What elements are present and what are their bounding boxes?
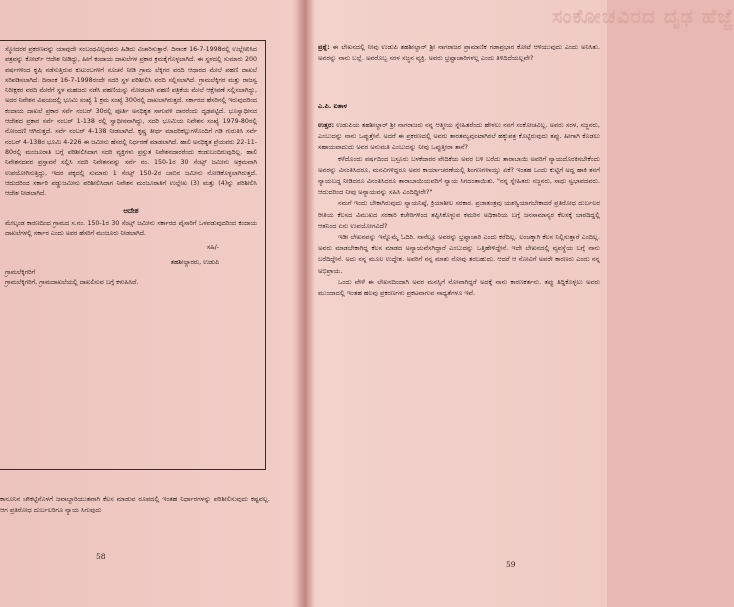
- answer-paragraph: ನಮಗೆ ಇಂದು ಬೇಕಾಗಿರುವುದು ನ್ಯಾಯನಿಷ್ಠೆ, ಕ್ರಿಯಾಶೀಲ ಸರಕಾರ. ಪ್ರಜಾತಂತ್ರವು ಯಶಸ್ವಿಯಾಗಬೇಕಾದರೆ ಪ್ರತಿರೋಧ ದುರ್ಬಲರ ರೀತಿಯ ಕೆಲಸದ ವಿಮುಖದ ಸರಕಾರಿ ಕಚೇರಿಗಳಿಂದ ತಪ್ಪಿಸಿಕೊಳ್ಳುವ ಕಮರಿನ ಅಧಿಕಾರಿಯ ಬಗ್ಗೆ ಜನಸಾಮಾನ್ಯರ ಕೆಲಸಕ್ಕೆ ಬಾರದಿದ್ದಲ್ಲಿ ಆತನಿಂದ ಏನು ಉಪಯೋಗವಿದೆ?: [318, 199, 600, 230]
- page-number-right: 59: [506, 560, 516, 569]
- question-text: ಈ ಲೇಖನದಲ್ಲಿ ನೀವು ಉಡುಪಿ ತಹಶೀಲ್ದಾರ್ ಶ್ರೀ ನಾಗರಾಜರ ಪ್ರಾಮಾಣಿಕ ಗಡಾಪ್ರಭಾರ ಕೋಟೆ ಆಳಿಯುವುದು ಎಂದು ಅನಿಸಿತು. ಅವರನ್ನು ನಾನು ಬಲ್ಲೆ. ಅವರೊಬ್ಬ ಸರಳ ಸಜ್ಜನ ವ್ಯಕ್ತಿ. ಅವರು ಭ್ರಷ್ಟಾಚಾರಿಗಳಲ್ಲ ಎಂದು ತಿಳಿದಿದೆಯಲ್ಲವೇ?: [318, 43, 600, 63]
- left-page: [0, 0, 300, 607]
- signature-mark: ಸಹಿ/-: [206, 244, 219, 252]
- answer-paragraph: ಕಳೆದೊಂದು ವರ್ಷದಿಂದ ಬಸ್ರೂರು ಬಳಕೆದಾರರ ವೇದಿಕೆಯ ಅವರ ಬಳಿ ಬರೆದು ತಾರಾಬಾಯಿ ಅವರಿಗೆ ನ್ಯಾಯದೊರಕಿಸಬೇಕೆಂದು ಅವರನ್ನು ವಿನಂತಿಸಿದರೂ, ಮನವಿಗಳಿದ್ದರೂ ಅವರ ಕಾರ್ಯಾಚರಣೆಯಲ್ಲಿ ಶಿಂಗಣಗಳಾಯ್ತು ಏಕೆ? ಇಂತಹ ಒಂದು ಕುಟ್ಟಿಗೆ ಅದ್ದ ಹಾಕಿ ತನಗೆ ನ್ಯಾಯಬದ್ಧ ನೀಡಿದರೂ ವಿನಂತಿಸಿದರೂ ತಾರಾಬಾಯಿಯವರಿಗೆ ನ್ಯಾಯ ಸಿಗದಂತಾಯಿತು. "ನನ್ನ ಸ್ನೇಹಿತರು ಸಜ್ಜನರು, ಸಾಧು ಸ್ವಭಾವದವರು. ಆದುದರಿಂದ ನೀವು ಅನ್ಯಾಯವನ್ನು ಸಹಿಸಿ ಎಂದಿದ್ದೀರೇ?": [318, 154, 600, 197]
- order-text: ಮೇಲ್ಕಂಡ ಕಾರಣದಿಂದ ಗ್ರಾಮದ ಸ.ನಂ. 150-1ರ 30 ಸೆಂಟ್ಸ್ ಜಮೀನು ಸರ್ಕಾರದ ಪೈಸಾರಿಗೆ ಒಳಪಡುವುದರಿಂದ ಕಂದಾಯ ದಾಖಲೆಗಳಲ್ಲಿ ಸರ್ಕಾರ ಎಂದು ಅವರ ಹೆಸರಿಗೆ ಮಂಜೂರು ನೀಡಲಾಗಿದೆ.: [5, 219, 257, 238]
- answer-block: [318, 120, 600, 299]
- left-body-text: ಕಾನೂನಿನ ಚೌಕಟ್ಟಿನೊಳಗೆ ಜವಾಬ್ದಾರಿಯುತವಾಗಿ ಕೆಲಸ ಮಾಡುವ ರೂಪದಲ್ಲಿ ಇಂತಹ ನಿರ್ಧಾರಗಳನ್ನು ಪರಿಶೀಲಿಸುವುದು ಕಷ್ಟವಲ್ಲ. ಆಗ ಪ್ರತಿರೋಧ ದುರ್ಬಲರಿಗೂ ನ್ಯಾಯ ಸಿಗುವುದು: [0, 495, 270, 514]
- right-page: [312, 0, 734, 607]
- speaker-name: ಎ.ಪಿ. ಐತಾಳ: [318, 102, 348, 110]
- left-page-body: [0, 494, 270, 516]
- question-block: [318, 42, 600, 64]
- answer-label: ಉತ್ತರ:: [318, 121, 335, 129]
- answer-paragraph: [318, 120, 600, 154]
- boxed-body-text: ಸ್ಮೋದರರ ಪ್ರಕರಣವನ್ನು ಯಾವುದೇ ಸಂಬಂಧವಿಲ್ಲದವರು ಹಿಡಿದು ವಿಚಾರಿಸುತ್ತಾರೆ. ದಿನಾಂಕ 16-7-1998ರಲ್ಲಿ ಉಲ್ಲೇಖಿಸಿದ ಪತ್ರವನ್ನು ಕೋರ್ಟ್ ಆದೇಶ ನೀಡಿದ್ದು, ಹೀಗೆ ಕಂದಾಯ ದಾಖಲೆಗಳ ಪ್ರಕಾರ ಕ್ರಮಕೈಗೊಳ್ಳಲಾಗಿದೆ. ಈ ಸ್ಥಳದಲ್ಲಿ ಸುಮಾರು 200 ವರ್ಷಗಳಿಂದ ಕೃಷಿ ನಡೆಸುತ್ತಿರುವ ಕುಟುಂಬಗಳಿಗೆ ಸೂಚನೆ ನೀಡಿ ಗ್ರಾಮ ಲೆಕ್ಕಿಗರ ವರದಿ ಆಧಾರದ ಮೇಲೆ ಪಹಣಿ ದಾಖಲೆ ಸರಿಪಡಿಸಲಾಗಿದೆ. ದಿನಾಂಕ 16-7-1998ರಂದೇ ಸದರಿ ಸ್ಥಳ ಪರಿಶೀಲಿಸಿ ವರದಿ ಸಲ್ಲಿಸಲಾಗಿದೆ. ಗ್ರಾಮಲೆಕ್ಕಿಗರ ಮತ್ತು ರಾಜಸ್ವ ನಿರೀಕ್ಷಕರ ವರದಿ ಮೇರೆಗೆ ಸ್ಥಳ ಮಹಜರು ನಡೆಸಿ ಪಹಣಿಯನ್ನು ನೋಡಲಾಗಿ ಪಹಣಿ ಪತ್ರಿಕೆಯ ಮೇಲೆ ಆಕ್ಷೇಪಣೆ ಸಲ್ಲಿಸಲಾಗಿದ್ದು, ಅದರ ನಿವೇಶನ ವಿಷಯದಲ್ಲಿ ಭೂಮಿ ಸಂಖ್ಯೆ 1 ಕ್ರಮ ಸಂಖ್ಯೆ 300ರಲ್ಲಿ ದಾಖಲಾಗಿರುತ್ತದೆ. ಸರ್ಕಾರದ ಹೆಸರಿನಲ್ಲಿ ಇರುವುದರಿಂದ ಕಂದಾಯ ದಾಖಲೆ ಪ್ರಕಾರ ಸರ್ವೆ ನಂಬರ್ 30ರಲ್ಲಿ ಪೂರ್ತಿ ಅನಧಿಕೃತ ಸಾಗುವಳಿ ದಾರರೆಂದು ದೃಢಪಟ್ಟಿದೆ. ಭೂಸ್ವಾಧೀನದ ಆದೇಶದ ಪ್ರಕಾರ ಸರ್ವೆ ನಂಬರ್ 1-138 ರಲ್ಲಿ ಸ್ವಾಧೀನವಾಗಿದ್ದು, ಸದರಿ ಭೂಮಿಯ ನಿವೇಶನ ಸಂಖ್ಯೆ 1979-80ರಲ್ಲಿ ನೋಂದಣಿ ಆಗಿರುತ್ತದೆ. ಸರ್ವೆ ನಂಬರ್ 4-138 ನೀಡಲಾಗಿದೆ. ಕೃಷ್ಣ ತೀರ್ಥ ಮಾದರಿಕಲ್ಲುಗಳೊಂದಿಗೆ ಗಡಿ ಗುರುತಿಸಿ ಸರ್ವೆ ನಂಬರ್ 4-138ರ ಭೂಮಿ 4-226 ಈ ಜಮೀನು ಹೆಸರಲ್ಲಿ ನಿರ್ಧರಣೆ ಮಾಡಲಾಗಿದೆ. ಹಾಲಿ ಅನಧಿಕೃತ ಪ್ರೆಯವರು 22-11-80ರಲ್ಲಿ ಮಂಜೂರಾತಿ ಬಗ್ಗೆ ಪರಿಶೀಲಿಸಿದಾಗ ಸದರಿ ವ್ಯಕ್ತಿಗಳು ಪ್ರಸ್ತುತ ನಿವೇಶನದಾರರೆಂದು ಕಂಡುಬಂದಿರುವುದಿಲ್ಲ. ಹಾಲಿ ನಿವೇಶನದವರ ಪ್ರಸ್ತಾವನೆ ಸಲ್ಲಿಸಿ ಸದರಿ ನಿವೇಶನವನ್ನು ಸರ್ವೆ ನಂ. 150-1ರ 30 ಸೆಂಟ್ಸ್ ಜಮೀನು ಅಕ್ರಮವಾಗಿ ಉಪಯೋಗಿಸುತ್ತಿದ್ದು, ಇದರ ಪಕ್ಕದಲ್ಲಿ ಸುಮಾರು 1 ಸೆಂಟ್ಸ್ 150-2ರ ಬಾಬಿನ ಜಮೀನು ನೋಡಿಕೊಳ್ಳಲಾಗಿರುತ್ತದೆ. ಆದುದರಿಂದ ಸರ್ಕಾರಿ ಪಡ್ಡುಜಮೀನು ಪರಿಶೀಲಿಸಿದಾಗ ನಿವೇಶನ ಮಂಜೂರಾತಿಗೆ ಉಲ್ಲೇಖ (3) ಮತ್ತು (4)ನ್ನು ಪರಿಶೀಲಿಸಿ ಆದೇಶ ನೀಡಲಾಗಿದೆ.: [5, 46, 257, 198]
- question-label: ಪ್ರಶ್ನೆ:: [318, 43, 330, 51]
- header-watermark: ಸಂಕೋಚವಿರದ ದೃಢ ಹೆಜ್ಜೆ: [552, 4, 734, 28]
- answer-paragraph: ಇಡೀ ಲೇಖನವನ್ನು ಇನ್ನೊಮ್ಮೆ ಓದಿರಿ. ನಾನೆಲ್ಲೂ ಅವರನ್ನು ಭ್ರಷ್ಟಾಚಾರಿ ಎಂದು ಕರೆದಿಲ್ಲ. ಲಂಚಕ್ಕಾಗಿ ಕೆಲಸ ನಿಲ್ಲಿಸುತ್ತಾರೆ ಎಂದಿಲ್ಲ. ಅವರು ಮಾಡಬೇಕಾಗಿದ್ದ ಕೆಲಸ ಮಾಡದ ಅನ್ಯಾಯವೆಸಗಿದ್ದಾರೆ ಎಂಬುದನ್ನು ಒತ್ತಿಹೇಳಿದ್ದೇನೆ. ಇದೇ ಲೇಖನದಲ್ಲಿ ವ್ಯವಸ್ಥೆಯ ಬಗ್ಗೆ ನಾನು ಬರೆದಿದ್ದೇನೆ. ಅದು ನನ್ನ ಮೂಲ ಉದ್ದೇಶ. ಅವರಿಗೆ ನನ್ನ ಮಾತು ನೋವು ತರಬಹುದು. ಆದರೆ ಆ ನೋವಿಗೆ ಅವರೇ ಕಾರಣರು ಎಂದು ನನ್ನ ಅಭಿಪ್ರಾಯ.: [318, 233, 600, 275]
- cc-line-1: ಗ್ರಾಮಲೆಕ್ಕಿಗರಿಗೆ: [5, 268, 36, 276]
- page-number-left: 58: [96, 552, 106, 561]
- order-title: ಆದೇಶ: [123, 207, 139, 216]
- signature-title: ತಹಶೀಲ್ದಾರರು, ಉಡುಪಿ: [170, 258, 219, 266]
- cc-line-2: ಗ್ರಾಮಲೆಕ್ಕಿಗರಿಗೆ, ಗ್ರಾಮದಾಖಲೆಯಲ್ಲಿ ದಾಖಲಿಸುವ ಬಗ್ಗೆ ಕಳುಹಿಸಿದೆ.: [5, 279, 139, 287]
- boxed-document: [0, 40, 266, 470]
- answer-text: ಉಡುಪಿಯ ತಹಶೀಲ್ದಾರ್ ಶ್ರೀ ನಾಗರಾಜರು ನನ್ನ ಆತ್ಮೀಯ ಸ್ನೇಹಿತರೆಂದು ಹೇಳಲು ನನಗೆ ಸಂಕೋಚವಿಲ್ಲ. ಅವರು ಸರಳ, ಸಜ್ಜನರು, ಎಂಬುದನ್ನು ನಾನು ಒಪ್ಪುತ್ತೇನೆ. ಅದರೆ ಈ ಪ್ರಕರಣದಲ್ಲಿ ಅವರು ತಾರತಮ್ಯವುಂಟಾಗಿರಲೆ ಹಕ್ಕುಪತ್ರ ಕೊಟ್ಟಿರುವುದು ತಪ್ಪು. ಹೀಗಾಗಿ ಕೊಡಲು ಸಹಾಯವಾದುದು ಅವರ ಅನುಮತಿ ಎಂಬುದನ್ನು ನೀವು ಒಪ್ಪುತ್ತೀರಾ ತಾನೆ?: [318, 121, 600, 152]
- answer-paragraph: ಒಂದು ವೇಳೆ ಈ ಲೇಖನದಿಂದಾಗಿ ಅವರ ಮನಸ್ಸಿಗೆ ನೋವಾಗಿದ್ದರೆ ಅದಕ್ಕೆ ನಾನು ಕಾರಣಕರ್ತನು. ತಪ್ಪು ತಿದ್ದಿಕೊಳ್ಳಲು ಅವರು ಮುಂದಾದಲ್ಲಿ ಇಂತಹ ಹಲವು ಪ್ರಕರಣಗಳು ಪ್ರಕಟವಾಗುವ ಸಾಧ್ಯತೆಗಳೂ ಇವೆ.: [318, 277, 600, 298]
